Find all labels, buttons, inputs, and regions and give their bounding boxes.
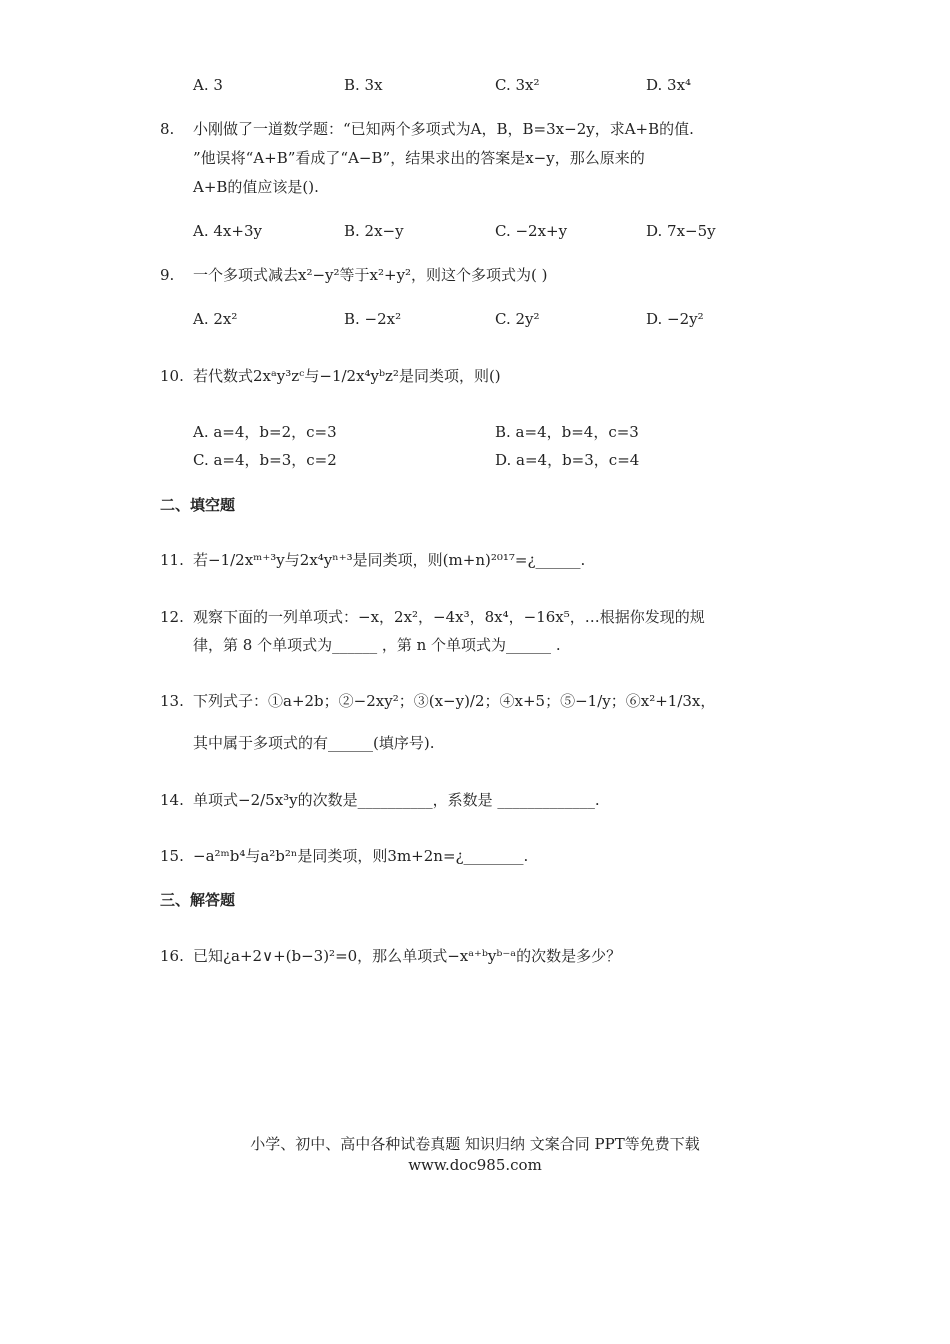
q7-option-d: D. 3x⁴ xyxy=(646,76,692,94)
q9-number: 9. xyxy=(160,266,175,284)
q15-number: 15. xyxy=(160,847,184,865)
q12-line-1: 观察下面的一列单项式：−x，2x²，−4x³，8x⁴，−16x⁵，…根据你发现的规 xyxy=(193,608,705,626)
q16-number: 16. xyxy=(160,947,184,965)
q8-option-b: B. 2x−y xyxy=(344,222,404,240)
q10-option-a: A. a=4，b=2，c=3 xyxy=(193,423,337,441)
q14-text: 单项式−2/5x³y的次数是__________，系数是 _____________. xyxy=(193,791,600,809)
q14-number: 14. xyxy=(160,791,184,809)
q11-number: 11. xyxy=(160,551,184,569)
q9-option-d: D. −2y² xyxy=(646,310,704,328)
q8-line-2: ”他误将“A+B”看成了“A−B”，结果求出的答案是x−y，那么原来的 xyxy=(193,149,645,167)
q9-text: 一个多项式减去x²−y²等于x²+y²，则这个多项式为( ) xyxy=(193,266,548,284)
section-answer-heading: 三、解答题 xyxy=(160,891,236,909)
q8-line-1: 小刚做了一道数学题：“已知两个多项式为A，B，B=3x−2y，求A+B的值. xyxy=(193,120,694,138)
q13-line-2: 其中属于多项式的有______(填序号). xyxy=(193,734,435,752)
q8-option-d: D. 7x−5y xyxy=(646,222,716,240)
footer-line-1: 小学、初中、高中各种试卷真题 知识归纳 文案合同 PPT等免费下载 xyxy=(250,1135,700,1153)
section-fill-in-blank-heading: 二、填空题 xyxy=(160,496,236,514)
q11-text: 若−1/2xᵐ⁺³y与2x⁴yⁿ⁺³是同类项，则(m+n)²⁰¹⁷=¿______. xyxy=(193,551,586,569)
q7-option-b: B. 3x xyxy=(344,76,383,94)
q13-number: 13. xyxy=(160,692,184,710)
q7-option-a: A. 3 xyxy=(193,76,223,94)
q12-number: 12. xyxy=(160,608,184,626)
q10-option-c: C. a=4，b=3，c=2 xyxy=(193,451,337,469)
q10-text: 若代数式2xᵃy³zᶜ与−1/2x⁴yᵇz²是同类项，则() xyxy=(193,367,501,385)
q16-text: 已知¿a+2∨+(b−3)²=0，那么单项式−xᵃ⁺ᵇyᵇ⁻ᵃ的次数是多少？ xyxy=(193,947,622,965)
q10-option-b: B. a=4，b=4，c=3 xyxy=(495,423,639,441)
q9-option-a: A. 2x² xyxy=(193,310,238,328)
q8-option-c: C. −2x+y xyxy=(495,222,568,240)
q10-number: 10. xyxy=(160,367,184,385)
q13-line-1: 下列式子：①a+2b；②−2xy²；③(x−y)/2；④x+5；⑤−1/y；⑥x²+1/3x， xyxy=(193,692,716,710)
q7-option-c: C. 3x² xyxy=(495,76,540,94)
footer-website: www.doc985.com xyxy=(408,1156,542,1174)
q9-option-c: C. 2y² xyxy=(495,310,540,328)
q8-line-3: A+B的值应该是(). xyxy=(193,178,319,196)
q8-option-a: A. 4x+3y xyxy=(193,222,262,240)
q10-option-d: D. a=4，b=3，c=4 xyxy=(495,451,640,469)
q9-option-b: B. −2x² xyxy=(344,310,402,328)
q12-line-2: 律，第 8 个单项式为______ ，第 n 个单项式为______ . xyxy=(193,636,561,654)
q8-number: 8. xyxy=(160,120,175,138)
q15-text: −a²ᵐb⁴与a²b²ⁿ是同类项，则3m+2n=¿________. xyxy=(193,847,529,865)
